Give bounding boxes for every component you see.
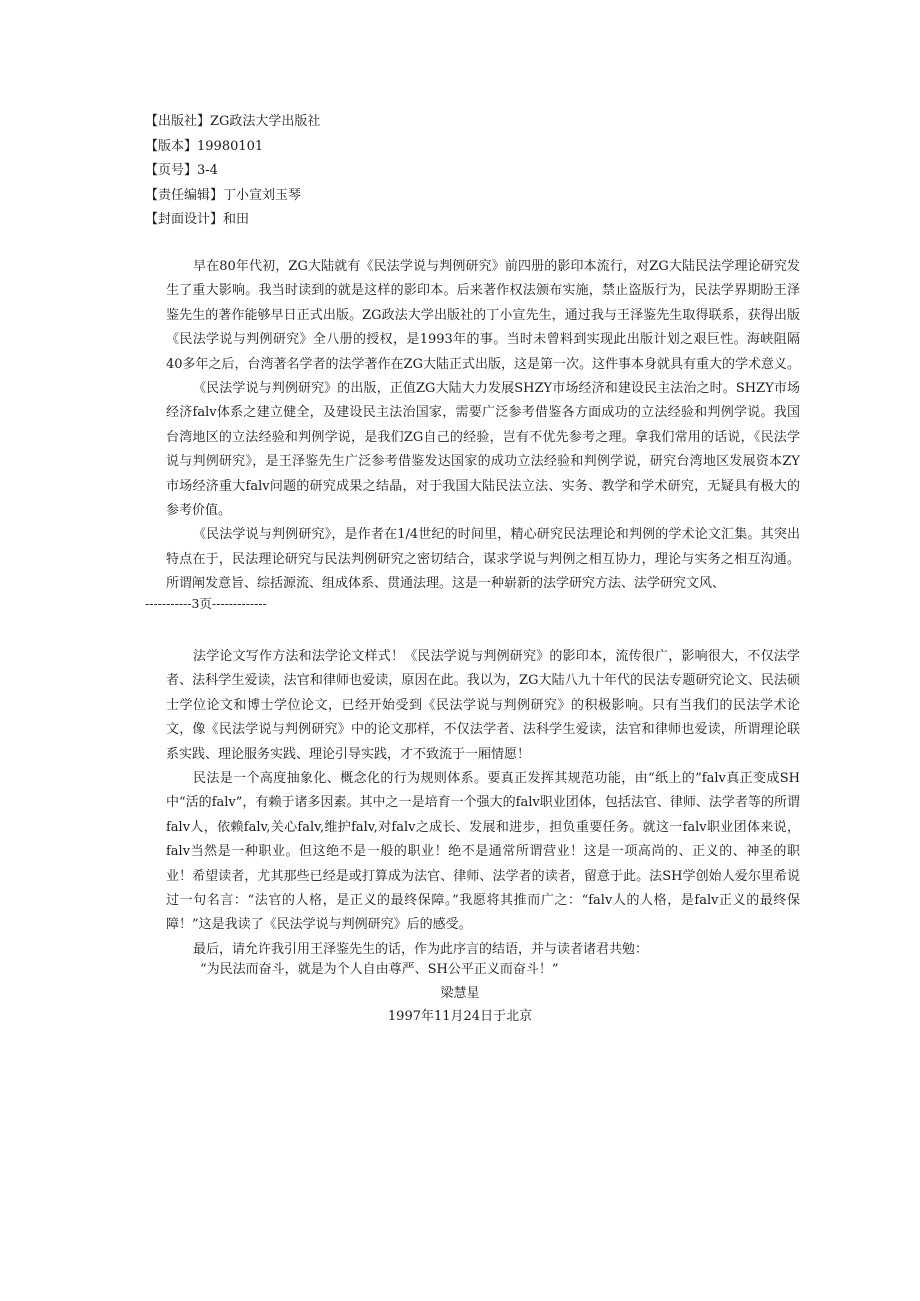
paragraph: 最后，请允许我引用王泽鉴先生的话，作为此序言的结语，并与读者诸君共勉： — [193, 941, 649, 957]
paragraph: 民法是一个高度抽象化、概念化的行为规则体系。要真正发挥其规范功能，由“纸上的”falv真正变成SH中“活的falv”，有赖于诸多因素。其中之一是培育一个强大的falv职业团体，包括法官、律师、法学者等的所谓falv人，依赖falv,关心falv,维护falv,对falv之成长、发展和进步，担负重要任务。就这一falv职业团体来说，falv当然是一种职业。但这绝不是一般的职业！绝不是通常所谓营业！这是一项高尚的、正义的、神圣的职业！希望读者，尤其那些已经是或打算成为法官、律师、法学者的读者，留意于此。法SH学创始人爱尔里希说过一句名言：“法官的人格，是正义的最终保障。”我愿将其推而广之：“falv人的人格，是falv正义的最终保障！”这是我读了《民法学说与判例研究》后的感受。 — [166, 771, 800, 933]
paragraph: 《民法学说与判例研究》，是作者在1/4世纪的时间里，精心研究民法理论和判例的学术论文汇集。其突出特点在于，民法理论研究与民法判例研究之密切结合，谋求学说与判例之相互协力，理论与实务之相互沟通。所谓阐发意旨、综括源流、组成体系、贯通法理。这是一种崭新的法学研究方法、法学研究文风、 — [166, 527, 800, 592]
paragraph: 《民法学说与判例研究》的出版，正值ZG大陆大力发展SHZY市场经济和建设民主法治之时。SHZY市场经济falv体系之建立健全，及建设民主法治国家，需要广泛参考借鉴各方面成功的立法经验和判例学说。我国台湾地区的立法经验和判例学说，是我们ZG自己的经验，岂有不优先参考之理。拿我们常用的话说，《民法学说与判例研究》，是王泽鉴先生广泛参考借鉴发达国家的成功立法经验和判例学说，研究台湾地区发展资本ZY市场经济重大falv问题的研究成果之结晶，对于我国大陆民法立法、实务、教学和学术研究，无疑具有极大的参考价值。 — [166, 381, 800, 519]
closing-quote: “为民法而奋斗，就是为个人自由尊严、SH公平正义而奋斗！” — [200, 962, 559, 977]
paragraph: 法学论文写作方法和法学论文样式！《民法学说与判例研究》的影印本，流传很广，影响很大，不仅法学者、法科学生爱读，法官和律师也爱读，原因在此。我以为，ZG大陆八九十年代的民法专题研究论文、民法硕士学位论文和博士学位论文，已经开始受到《民法学说与判例研究》的积极影响。只有当我们的民法学术论文，像《民法学说与判例研究》中的论文那样，不仅法学者、法科学生爱读，法官和律师也爱读，所谓理论联系实践、理论服务实践、理论引导实践，才不致流于一厢情愿！ — [166, 649, 800, 762]
author-signature: 梁慧星 — [440, 986, 480, 1001]
page-break-marker: -----------3页------------- — [145, 596, 267, 611]
book-metadata — [145, 110, 785, 233]
editors-line: 【责任编辑】丁小宣刘玉琴 — [145, 187, 302, 203]
signature-date: 1997年11月24日于北京 — [387, 1009, 533, 1024]
page-number-line: 【页号】3-4 — [145, 163, 218, 178]
cover-design-line: 【封面设计】和田 — [145, 212, 250, 227]
edition-line: 【版本】19980101 — [145, 138, 264, 154]
preface-body-part2 — [166, 645, 800, 962]
publisher-line: 【出版社】ZG政法大学出版社 — [145, 114, 321, 129]
paragraph: 早在80年代初，ZG大陆就有《民法学说与判例研究》前四册的影印本流行，对ZG大陆民法学理论研究发生了重大影响。我当时读到的就是这样的影印本。后来著作权法颁布实施，禁止盗版行为，民法学界期盼王泽鉴先生的著作能够早日正式出版。ZG政法大学出版社的丁小宣先生，通过我与王泽鉴先生取得联系，获得出版《民法学说与判例研究》全八册的授权，是1993年的事。当时未曾料到实现此出版计划之艰巨性。海峡阻隔40多年之后，台湾著名学者的法学著作在ZG大陆正式出版，这是第一次。这件事本身就具有重大的学术意义。 — [166, 259, 800, 372]
preface-body-part1 — [166, 255, 800, 597]
